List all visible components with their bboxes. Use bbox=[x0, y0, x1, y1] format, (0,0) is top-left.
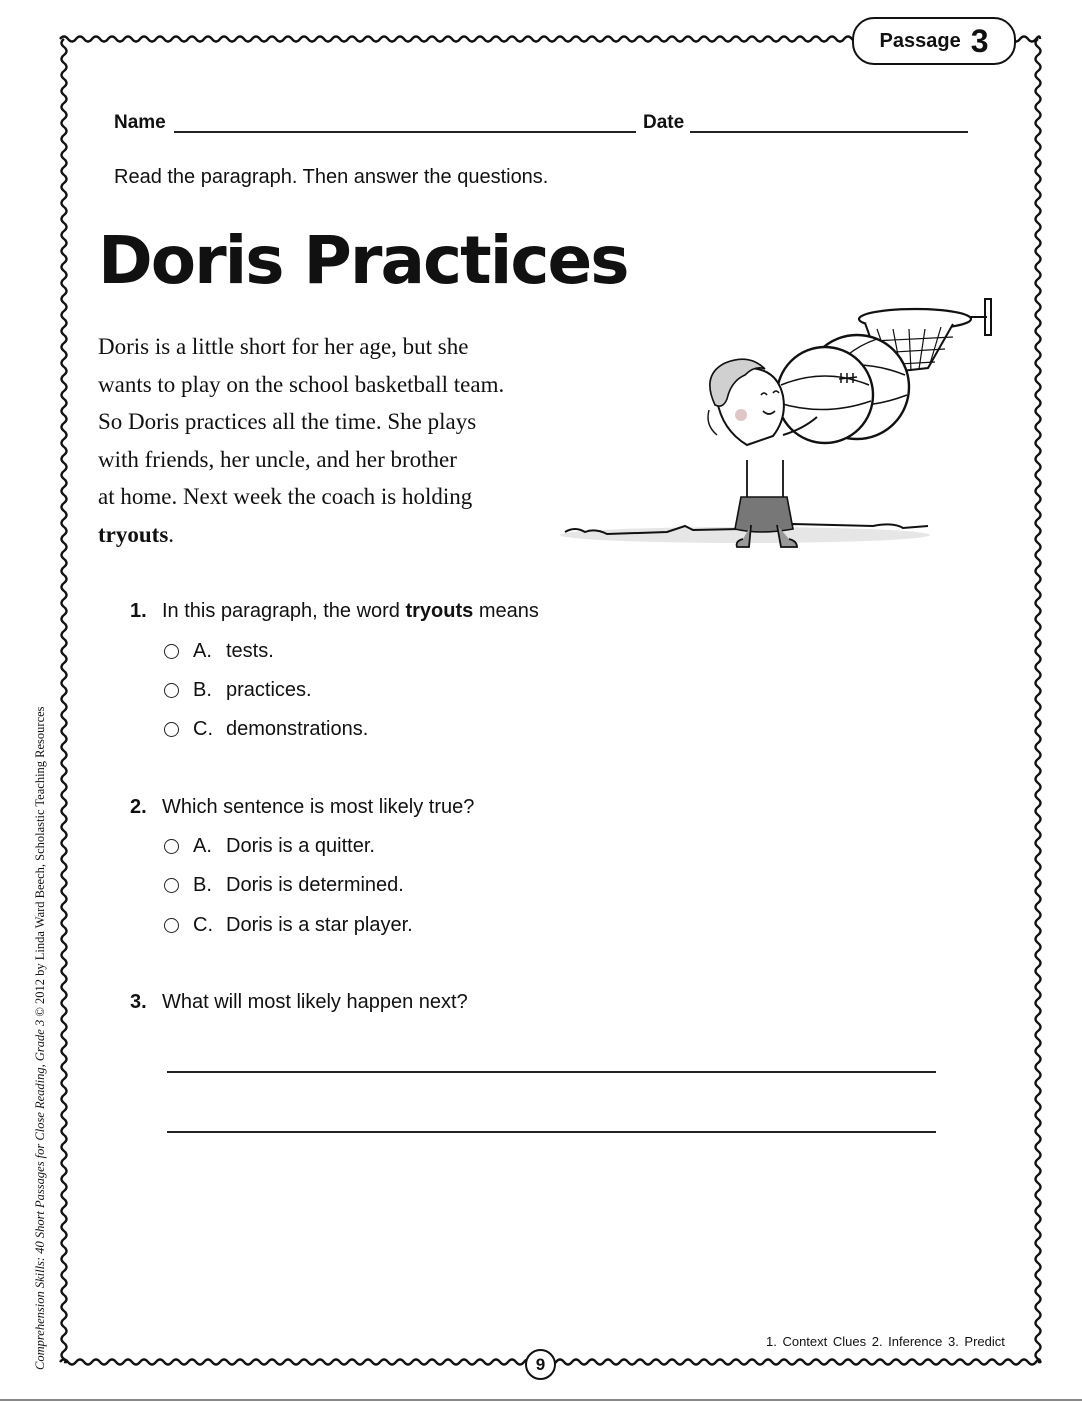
q2-option-c[interactable] bbox=[164, 914, 413, 937]
option-text: tests. bbox=[226, 640, 274, 662]
passage-end: . bbox=[168, 521, 175, 547]
question-number: 2. bbox=[130, 796, 147, 818]
date-label: Date bbox=[643, 112, 685, 133]
credit-rest: © 2012 by Linda Ward Beech, Scholastic Teaching Resources bbox=[33, 706, 47, 1020]
radio-button[interactable] bbox=[164, 683, 179, 698]
answer-line-2[interactable] bbox=[167, 1131, 936, 1133]
reading-passage bbox=[98, 328, 558, 553]
q1-option-c[interactable] bbox=[164, 718, 368, 741]
question-prompt: In this paragraph, the word bbox=[162, 600, 406, 622]
date-line[interactable] bbox=[690, 131, 968, 133]
q2-option-a[interactable] bbox=[164, 835, 375, 858]
question-prompt: Which sentence is most likely true? bbox=[162, 796, 475, 818]
question-1 bbox=[130, 600, 539, 623]
radio-button[interactable] bbox=[164, 839, 179, 854]
answer-line-1[interactable] bbox=[167, 1071, 936, 1073]
question-2 bbox=[130, 796, 474, 819]
question-number: 3. bbox=[130, 991, 147, 1013]
radio-button[interactable] bbox=[164, 722, 179, 737]
name-line[interactable] bbox=[174, 131, 636, 133]
book-title: Comprehension Skills: 40 Short Passages for Close Reading, Grade 3 bbox=[33, 1019, 47, 1370]
question-bold-word: tryouts bbox=[405, 600, 474, 622]
q1-option-b[interactable] bbox=[164, 679, 312, 702]
instructions: Read the paragraph. Then answer the questions. bbox=[114, 166, 549, 188]
option-letter: C. bbox=[193, 914, 213, 936]
page-title: Doris Practices bbox=[98, 222, 628, 299]
passage-bold-word: tryouts bbox=[98, 521, 169, 547]
question-prompt-end: means bbox=[473, 600, 539, 622]
option-letter: A. bbox=[193, 835, 212, 857]
radio-button[interactable] bbox=[164, 918, 179, 933]
question-prompt: What will most likely happen next? bbox=[162, 991, 468, 1013]
option-letter: B. bbox=[193, 679, 212, 701]
radio-button[interactable] bbox=[164, 644, 179, 659]
passage-badge-number: 3 bbox=[970, 22, 989, 59]
option-letter: A. bbox=[193, 640, 212, 662]
q1-option-a[interactable] bbox=[164, 640, 274, 663]
option-text: Doris is a quitter. bbox=[226, 835, 375, 857]
option-text: Doris is a star player. bbox=[226, 914, 413, 936]
skills-footer: 1. Context Clues 2. Inference 3. Predict bbox=[766, 1334, 1005, 1349]
q2-option-b[interactable] bbox=[164, 874, 404, 897]
girl-basketball-illustration bbox=[555, 285, 1015, 550]
option-text: practices. bbox=[226, 679, 312, 701]
option-text: demonstrations. bbox=[226, 718, 369, 740]
passage-badge bbox=[852, 17, 1016, 65]
page-number: 9 bbox=[525, 1349, 556, 1380]
option-text: Doris is determined. bbox=[226, 874, 404, 896]
radio-button[interactable] bbox=[164, 878, 179, 893]
passage-badge-label: Passage bbox=[879, 29, 961, 52]
option-letter: B. bbox=[193, 874, 212, 896]
option-letter: C. bbox=[193, 718, 213, 740]
copyright-credit bbox=[33, 706, 48, 1370]
question-3 bbox=[130, 991, 468, 1014]
question-number: 1. bbox=[130, 600, 147, 622]
passage-text: Doris is a little short for her age, but she wants to play on the school basketball team. So Doris practices all the time. She plays with friends, her uncle, and her brother at home. Next week the coach is holding bbox=[98, 334, 505, 509]
name-label: Name bbox=[114, 112, 166, 133]
